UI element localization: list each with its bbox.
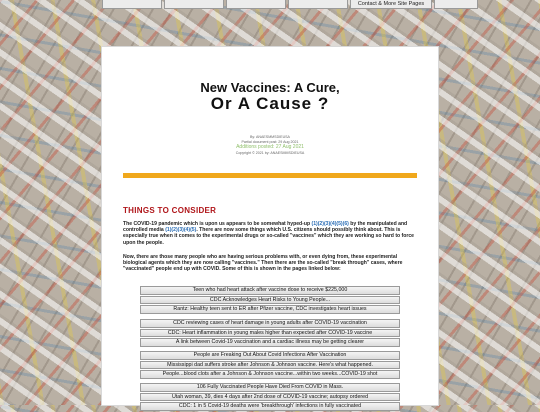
article-link-button[interactable]: Mississippi dad suffers stroke after Johnson & Johnson vaccine. Here's what happened. xyxy=(140,361,400,370)
nav-tab-2[interactable] xyxy=(164,0,224,9)
article-link-button[interactable]: CDC reviewing cases of heart damage in young adults after COVID-19 vaccination xyxy=(140,319,400,328)
intro-text-3: . There are now some things which U.S. citizens should possibly think about. This is especially true when it comes to the experimental drugs or so-called "vaccines" which they are working so hard to force upon the people. xyxy=(123,227,415,246)
page-title-line2: Or A Cause ? xyxy=(210,94,330,113)
link-group-4 xyxy=(140,383,400,412)
top-nav xyxy=(102,0,478,9)
author-line: By: ANAESMMSDIEUSA xyxy=(250,135,290,139)
copyright-line: Copyright © 2021 by: ANAESMMSDIEUSA xyxy=(235,151,305,155)
page-title-line1: New Vaccines: A Cure, xyxy=(200,80,340,95)
article-link-button[interactable]: A link between Covid-19 vaccination and a cardiac illness may be getting clearer xyxy=(140,338,400,347)
orange-divider xyxy=(123,173,417,178)
article-link-button[interactable]: 106 Fully Vaccinated People Have Died From COVID in Mass. xyxy=(140,383,400,392)
intro-paragraph xyxy=(123,221,417,246)
article-link-button[interactable]: CDC: Heart inflammation in young males higher than expected after COVID-19 vaccine xyxy=(140,329,400,338)
article-link-button[interactable]: Rantz: Healthy teen sent to ER after Pfizer vaccine, CDC investigates heart issues xyxy=(140,305,400,314)
article-link-button[interactable]: People are Freaking Out About Covid Infections After Vaccination xyxy=(140,351,400,360)
article-link-button[interactable]: People...blood clots after a Johnson & Johnson vaccine...within two weeks...COVID-19 shot xyxy=(140,370,400,379)
article-link-button[interactable]: CDC: 1 in 5 Covid-19 deaths were 'breakthrough' infections in fully vaccinated xyxy=(140,402,400,411)
nav-tab-contact[interactable]: Contact & More Site Pages xyxy=(350,0,432,9)
second-paragraph: Now, there are those many people who are having serious problems with, or even dying from, these experimental biological agents which they are now calling "vaccines." Then there are the so-called "break through" cases, where "vaccinated" people end up with COVID. Some of this is shown in the pages linked below: xyxy=(123,254,403,273)
source-links-1[interactable]: (1)(2)(3)(4)(5)(6) xyxy=(311,221,349,227)
additions-line xyxy=(102,145,438,150)
nav-tab-1[interactable] xyxy=(102,0,162,9)
intro-text-1: The COVID-19 pandemic which is upon us appears to be somewhat hyped-up xyxy=(123,221,312,227)
additions-text: Additions posted: 27 Aug 2021 xyxy=(236,144,304,150)
section-title: THINGS TO CONSIDER xyxy=(123,206,217,215)
article-link-button[interactable]: CDC Acknowledges Heart Risks to Young People... xyxy=(140,296,400,305)
source-links-2[interactable]: (1)(2)(3)(4)(5) xyxy=(165,227,197,234)
nav-tab-4[interactable] xyxy=(288,0,348,9)
intro-text-2: by the manipulated and controlled media xyxy=(123,221,408,234)
posted-line: Partial document post: 29 Aug 2021 xyxy=(241,140,299,144)
link-group-2 xyxy=(140,319,400,348)
content-panel xyxy=(102,47,438,409)
nav-tab-6[interactable] xyxy=(434,0,478,9)
link-group-3 xyxy=(140,351,400,380)
link-group-1 xyxy=(140,286,400,315)
article-link-button[interactable]: Utah woman, 39, dies 4 days after 2nd dose of COVID-19 vaccine; autopsy ordered xyxy=(140,393,400,402)
article-link-button[interactable]: Teen who had heart attack after vaccine dose to receive $225,000 xyxy=(140,286,400,295)
nav-tab-3[interactable] xyxy=(226,0,286,9)
